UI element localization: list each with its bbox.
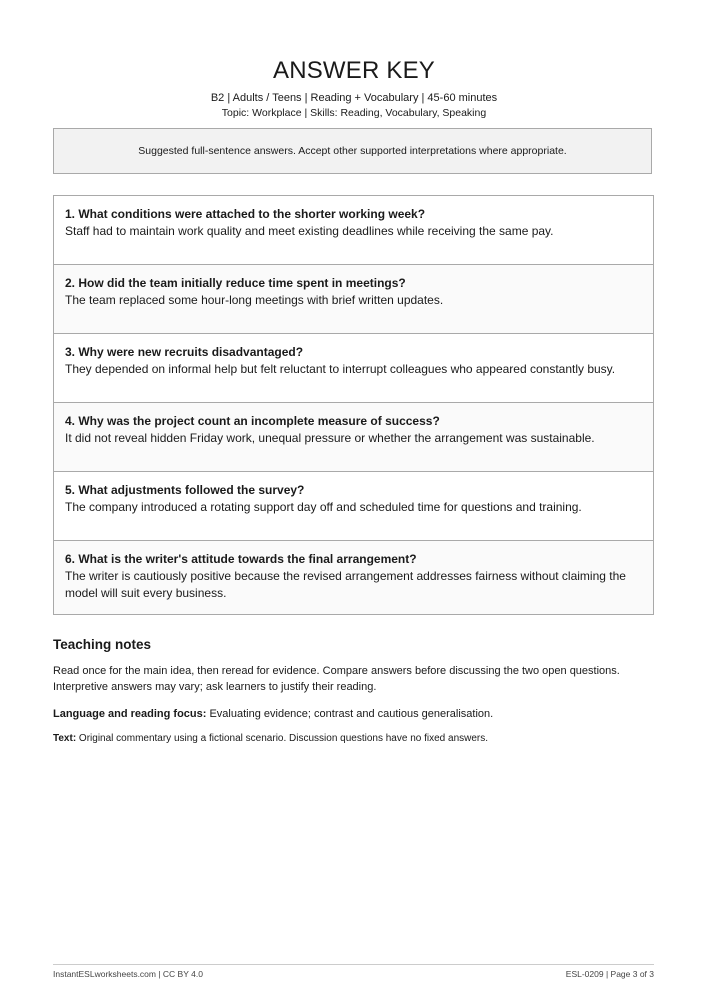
footer-site-license: InstantESLworksheets.com | CC BY 4.0 <box>53 969 203 979</box>
answer-row-2 <box>54 265 653 334</box>
answer-row-4 <box>54 403 653 472</box>
instructions-box: Suggested full-sentence answers. Accept other supported interpretations where appropriate. <box>53 128 652 174</box>
level-meta: B2 | Adults / Teens | Reading + Vocabulary | 45-60 minutes <box>210 92 498 104</box>
text-source-note <box>53 732 653 746</box>
answer-row-1 <box>54 196 653 265</box>
language-focus-note <box>53 706 653 722</box>
answer-row-5 <box>54 472 653 541</box>
footer-divider <box>53 964 654 965</box>
answer-1: Staff had to maintain work quality and meet existing deadlines while receiving the same pay. <box>65 224 554 238</box>
text-source-text: Original commentary using a fictional scenario. Discussion questions have no fixed answers. <box>76 733 489 744</box>
answer-row-3 <box>54 334 653 403</box>
question-6: 6. What is the writer's attitude towards the final arrangement? <box>65 552 417 566</box>
answer-2: The team replaced some hour-long meetings with brief written updates. <box>65 293 444 307</box>
language-focus-text: Evaluating evidence; contrast and cautious generalisation. <box>206 708 494 720</box>
answer-row-6 <box>54 541 653 614</box>
question-4: 4. Why was the project count an incomplete measure of success? <box>65 414 440 428</box>
language-focus-label: Language and reading focus: <box>53 708 207 720</box>
question-2: 2. How did the team initially reduce time spent in meetings? <box>65 276 406 290</box>
page-title: ANSWER KEY <box>272 57 436 84</box>
answers-table <box>53 195 654 615</box>
footer-page-number: ESL-0209 | Page 3 of 3 <box>565 969 654 979</box>
question-3: 3. Why were new recruits disadvantaged? <box>65 345 304 359</box>
topic-skills: Topic: Workplace | Skills: Reading, Vocabulary, Speaking <box>221 107 487 119</box>
teaching-notes-paragraph: Read once for the main idea, then reread for evidence. Compare answers before discussing the two open questions. Interpretive answers may vary; ask learners to justify their reading. <box>53 665 620 693</box>
text-source-label: Text: <box>53 733 77 744</box>
question-5: 5. What adjustments followed the survey? <box>65 483 305 497</box>
answer-5: The company introduced a rotating support day off and scheduled time for questions and training. <box>65 500 582 514</box>
answer-3: They depended on informal help but felt reluctant to interrupt colleagues who appeared constantly busy. <box>65 362 616 376</box>
answer-4: It did not reveal hidden Friday work, unequal pressure or whether the arrangement was sustainable. <box>65 431 595 445</box>
teaching-notes-heading: Teaching notes <box>53 637 152 652</box>
question-1: 1. What conditions were attached to the shorter working week? <box>65 207 426 221</box>
answer-6: The writer is cautiously positive because the revised arrangement addresses fairness without claiming the model will suit every business. <box>65 569 626 600</box>
